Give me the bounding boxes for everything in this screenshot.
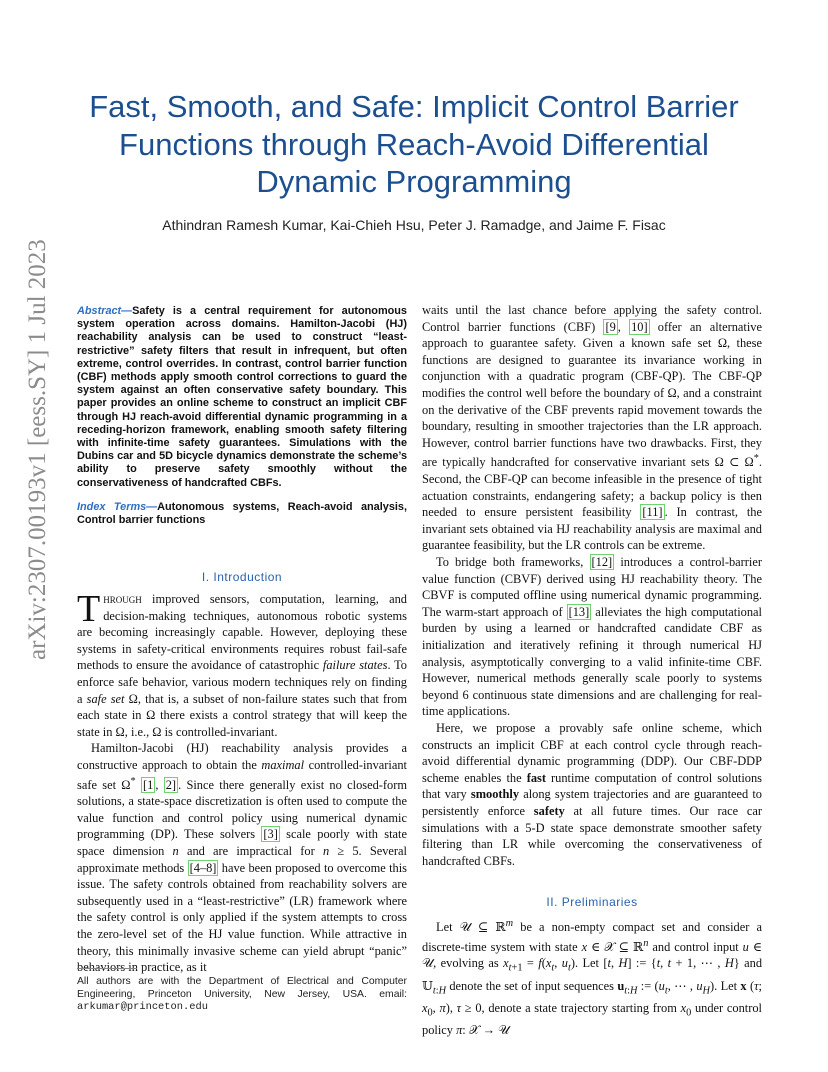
- index-terms: [77, 501, 407, 527]
- author-footnote: [77, 976, 407, 1014]
- preliminaries-body: [422, 916, 762, 1038]
- arxiv-stamp: arXiv:2307.00193v1 [eess.SY] 1 Jul 2023: [24, 239, 51, 660]
- prelim-paragraph-1: Let 𝒰 ⊆ ℝ$^m$ be a non-empty compact set and consider a discrete-time system with state x ∈ 𝒳 ⊆ ℝ$^n$ and control input u ∈ 𝒰, evolving as $x_{t+1} = f(x_t$, $u_t$). Let [t, H] := {t, t + 1, ⋯ , H} and 𝕌$_{t:H}$ denote the set of input sequences $u_{t:H}$ := ($u_t$, ⋯ , $u_H$). Let x (τ; $x_0$, π), τ ≥ 0, denote a state trajectory starting from $x_0$ under control policy π: 𝒳 → 𝒰: [422, 918, 763, 1037]
- right-column-body: [422, 302, 762, 869]
- right-paragraph-2: To bridge both frameworks, [12] introduces a control-barrier value function (CBVF) derived using HJ reachability theory. The CBVF is computed offline using numerical dynamic programming. The warm-start approach of [13] alleviates the high computational burden by using a learned or handcrafted candidate CBF as initialization and iteratively refining it through numerical HJ analysis, asymptotically converging to a valid infinite-time CBF. However, numerical methods generally scale poorly to systems beyond 6 continuous state dimensions and are challenging for real-time applications.: [422, 555, 762, 719]
- right-paragraph-3: Here, we propose a provably safe online scheme, which constructs an implicit CBF at each control cycle through reach-avoid differential dynamic programming (DDP). Our CBF-DDP scheme enables the fast runtime computation of control solutions that vary smoothly along system trajectories and are guaranteed to persistently enforce safety at all future times. Our race car simulations with a 5-D state space demonstrate smoother safety filtering than LR while overcoming the conservativeness of handcrafted CBFs.: [422, 720, 763, 868]
- abstract-label: Abstract—: [77, 305, 133, 317]
- index-terms-label: Index Terms—: [77, 500, 158, 513]
- intro-paragraph-2: Hamilton-Jacobi (HJ) reachability analysis provides a constructive approach to obtain the maximal controlled-invariant safe set Ω* [1 , 2] . Since there generally exist no closed-form solutions, a state-space discretization is often used to compute the value function and control policy using numerical dynamic programming (DP). These solvers [3] scale poorly with state space dimension n and are impractical for n ≥ 5. Several approximate methods [4–8] have been proposed to overcome this issue. The safety controls obtained from reachability solvers are subsequently used in a “least-restrictive” (LR) framework where the safety control is only applied if the system attempts to cross the zero-level set of the HJ value function. While attractive in theory, this minimally invasive scheme can yield abrupt “panic” behaviors in practice, as it: [77, 741, 407, 975]
- abstract-text: Safety is a central requirement for autonomous system operation across domains. Hamilton-Jacobi (HJ) reachability analysis can be used to construct “least-restrictive” safety filters that result in infrequent, but often extreme, control overrides. In contrast, control barrier function (CBF) methods apply smooth control corrections to guard the system against an often conservative safety boundary. This paper provides an online scheme to construct an implicit CBF through HJ reach-avoid differential dynamic programming in a receding-horizon framework, enabling smooth safety filtering with infinite-time safety guarantees. Simulations with the Dubins car and 5D bicycle dynamics demonstrate the scheme’s ability to preserve safety smoothly without the conservativeness of handcrafted CBFs.: [77, 305, 407, 489]
- author-email[interactable]: arkumar@princeton.edu: [77, 1001, 208, 1013]
- introduction-body: [77, 588, 407, 976]
- section-heading-preliminaries: II. Preliminaries: [546, 895, 638, 909]
- right-paragraph-1: waits until the last chance before applying the safety control. Control barrier functions (CBF) [9 , 10] offer an alternative approach to guarantee safety. Given a known safe set Ω, these functions are designed to guarantee its invariance working in conjunction with a quadratic program (CBF-QP). The CBF-QP modifies the control well before the boundary of Ω, and a constraint on the derivative of the CBF prevents rapid movement towards the boundary, resulting in smoother trajectories than the LR approach. However, control barrier functions have two drawbacks. First, they are typically handcrafted for conservative invariant sets Ω ⊂ Ω*. Second, the CBF-QP can become infeasible in the presence of tight actuation constraints, endangering safety; a backup policy is then needed to ensure persistent feasibility [11] . In contrast, the invariant sets obtained via HJ reachability analysis are maximal and guarantee feasibility, but the LR controls can be extreme.: [422, 303, 763, 553]
- section-heading-introduction: I. Introduction: [201, 570, 283, 584]
- footnote-text: All authors are with the Department of Electrical and Computer Engineering, Princeton University, New Jersey, USA. email:: [77, 976, 407, 1000]
- intro-paragraph-1: Through improved sensors, computation, learning, and decision-making techniques, autonomous robotic systems are becoming increasingly capable. However, deploying these systems in safety-critical environments requires robust fail-safe methods to ensure the avoidance of catastrophic failure states. To enforce safe behavior, various modern techniques rely on finding a safe set Ω, that is, a subset of non-failure states such that from each state in Ω there exists a control strategy that will keep the state in Ω, i.e., Ω is controlled-invariant.: [77, 588, 407, 739]
- footnote-rule: [77, 968, 137, 969]
- author-list: Athindran Ramesh Kumar, Kai-Chieh Hsu, Peter J. Ramadge, and Jaime F. Fisac: [162, 217, 666, 233]
- abstract: [77, 305, 407, 490]
- drop-cap: T: [77, 588, 101, 630]
- index-terms-text: Autonomous systems, Reach-avoid analysis, Control barrier functions: [77, 500, 407, 527]
- abstract-block: [77, 305, 407, 527]
- paper-title: Fast, Smooth, and Safe: Implicit Control Barrier Functions through Reach-Avoid Differential Dynamic Programming: [89, 89, 739, 199]
